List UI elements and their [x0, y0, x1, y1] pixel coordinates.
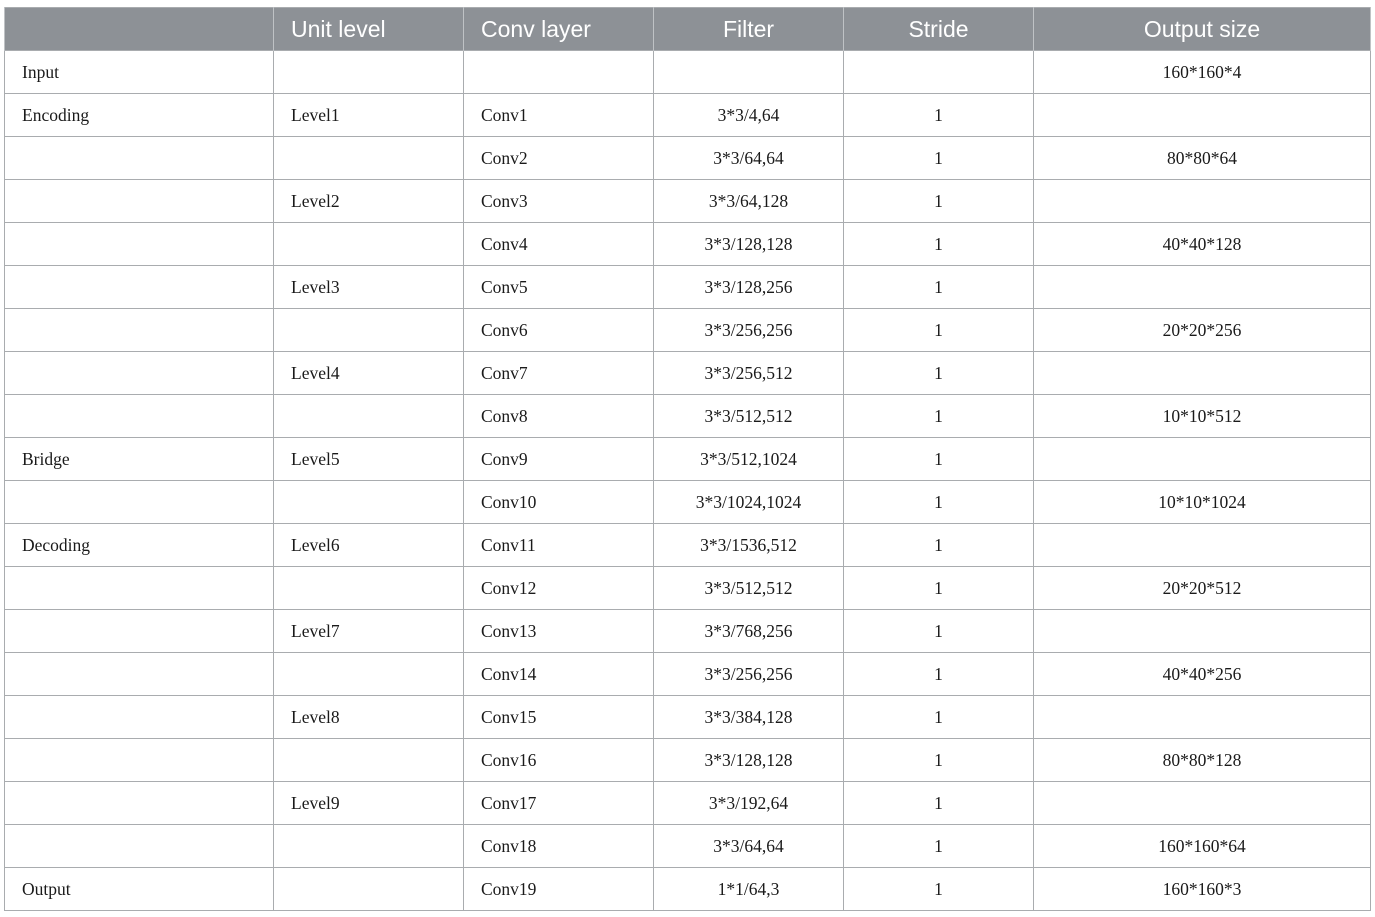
header-cell-stride: Stride [844, 8, 1034, 51]
cell-stage [5, 223, 274, 266]
table-row [5, 395, 1371, 438]
table-row [5, 653, 1371, 696]
cell-output-size: 20*20*512 [1034, 567, 1371, 610]
cell-stride: 1 [844, 653, 1034, 696]
cell-stage [5, 610, 274, 653]
table-row [5, 481, 1371, 524]
cell-filter: 3*3/64,128 [654, 180, 844, 223]
cell-output-size: 10*10*1024 [1034, 481, 1371, 524]
cell-unit-level: Level9 [274, 782, 464, 825]
cell-unit-level: Level6 [274, 524, 464, 567]
table-row [5, 352, 1371, 395]
cell-conv-layer: Conv6 [464, 309, 654, 352]
cell-stride: 1 [844, 438, 1034, 481]
cell-stride: 1 [844, 524, 1034, 567]
cell-filter [654, 51, 844, 94]
table-row [5, 696, 1371, 739]
cell-stride: 1 [844, 395, 1034, 438]
cell-output-size [1034, 524, 1371, 567]
cell-output-size: 20*20*256 [1034, 309, 1371, 352]
cell-stride: 1 [844, 868, 1034, 911]
cell-conv-layer: Conv2 [464, 137, 654, 180]
table-row [5, 438, 1371, 481]
cell-stage [5, 782, 274, 825]
cell-filter: 3*3/256,512 [654, 352, 844, 395]
cell-output-size: 80*80*128 [1034, 739, 1371, 782]
header-cell-stage [5, 8, 274, 51]
table-row [5, 309, 1371, 352]
cell-conv-layer: Conv13 [464, 610, 654, 653]
cell-output-size [1034, 610, 1371, 653]
cell-unit-level [274, 223, 464, 266]
cell-conv-layer: Conv1 [464, 94, 654, 137]
cell-filter: 3*3/256,256 [654, 653, 844, 696]
cell-stage [5, 309, 274, 352]
cell-stride: 1 [844, 739, 1034, 782]
cell-conv-layer: Conv8 [464, 395, 654, 438]
table-row [5, 524, 1371, 567]
cell-stage [5, 653, 274, 696]
cell-stage: Decoding [5, 524, 274, 567]
cell-stride: 1 [844, 180, 1034, 223]
cell-conv-layer: Conv7 [464, 352, 654, 395]
table-header [5, 8, 1371, 51]
table-row [5, 825, 1371, 868]
cell-conv-layer: Conv14 [464, 653, 654, 696]
table-row [5, 223, 1371, 266]
cell-conv-layer: Conv18 [464, 825, 654, 868]
cell-unit-level [274, 137, 464, 180]
cell-unit-level [274, 825, 464, 868]
cell-filter: 1*1/64,3 [654, 868, 844, 911]
header-cell-conv-layer: Conv layer [464, 8, 654, 51]
cell-filter: 3*3/128,256 [654, 266, 844, 309]
cell-stride: 1 [844, 567, 1034, 610]
cell-stride: 1 [844, 352, 1034, 395]
cell-stage [5, 825, 274, 868]
cell-conv-layer: Conv11 [464, 524, 654, 567]
cell-output-size: 40*40*256 [1034, 653, 1371, 696]
cell-output-size: 80*80*64 [1034, 137, 1371, 180]
cell-stride: 1 [844, 696, 1034, 739]
cell-filter: 3*3/512,512 [654, 567, 844, 610]
cell-output-size [1034, 352, 1371, 395]
header-cell-output-size: Output size [1034, 8, 1371, 51]
cell-output-size [1034, 782, 1371, 825]
cell-unit-level [274, 739, 464, 782]
header-row [5, 8, 1371, 51]
cell-stride: 1 [844, 309, 1034, 352]
cell-output-size [1034, 266, 1371, 309]
table-row [5, 782, 1371, 825]
cell-unit-level: Level1 [274, 94, 464, 137]
cell-output-size: 10*10*512 [1034, 395, 1371, 438]
header-cell-unit-level: Unit level [274, 8, 464, 51]
cell-stage [5, 567, 274, 610]
cell-output-size [1034, 438, 1371, 481]
cell-filter: 3*3/192,64 [654, 782, 844, 825]
cell-stride [844, 51, 1034, 94]
cell-unit-level [274, 309, 464, 352]
cell-stage [5, 739, 274, 782]
cell-unit-level [274, 567, 464, 610]
cell-stage [5, 481, 274, 524]
cell-conv-layer: Conv16 [464, 739, 654, 782]
cell-unit-level: Level4 [274, 352, 464, 395]
cell-conv-layer: Conv12 [464, 567, 654, 610]
cell-output-size: 160*160*3 [1034, 868, 1371, 911]
table-row [5, 868, 1371, 911]
cell-filter: 3*3/64,64 [654, 825, 844, 868]
cell-unit-level [274, 395, 464, 438]
cell-filter: 3*3/256,256 [654, 309, 844, 352]
cell-stride: 1 [844, 481, 1034, 524]
cell-conv-layer: Conv15 [464, 696, 654, 739]
cell-filter: 3*3/512,1024 [654, 438, 844, 481]
cell-filter: 3*3/384,128 [654, 696, 844, 739]
cell-stage [5, 352, 274, 395]
cell-conv-layer: Conv5 [464, 266, 654, 309]
table-body [5, 51, 1371, 911]
cell-output-size: 40*40*128 [1034, 223, 1371, 266]
table-row [5, 610, 1371, 653]
table-row [5, 567, 1371, 610]
cell-filter: 3*3/128,128 [654, 739, 844, 782]
table-row [5, 180, 1371, 223]
cell-unit-level [274, 51, 464, 94]
cell-stride: 1 [844, 94, 1034, 137]
cell-conv-layer: Conv4 [464, 223, 654, 266]
cell-unit-level: Level8 [274, 696, 464, 739]
cell-stride: 1 [844, 782, 1034, 825]
cell-stage [5, 696, 274, 739]
cell-conv-layer: Conv3 [464, 180, 654, 223]
cell-stride: 1 [844, 223, 1034, 266]
cell-filter: 3*3/1536,512 [654, 524, 844, 567]
cell-output-size [1034, 180, 1371, 223]
cell-stage: Output [5, 868, 274, 911]
table-row [5, 51, 1371, 94]
network-architecture-table-container [4, 7, 1370, 911]
cell-output-size: 160*160*64 [1034, 825, 1371, 868]
cell-stage [5, 395, 274, 438]
cell-stride: 1 [844, 137, 1034, 180]
cell-conv-layer: Conv9 [464, 438, 654, 481]
cell-filter: 3*3/4,64 [654, 94, 844, 137]
cell-filter: 3*3/512,512 [654, 395, 844, 438]
cell-stride: 1 [844, 825, 1034, 868]
cell-conv-layer: Conv19 [464, 868, 654, 911]
cell-stage [5, 137, 274, 180]
cell-unit-level [274, 653, 464, 696]
cell-stage [5, 180, 274, 223]
cell-unit-level: Level5 [274, 438, 464, 481]
cell-output-size: 160*160*4 [1034, 51, 1371, 94]
cell-output-size [1034, 94, 1371, 137]
cell-conv-layer [464, 51, 654, 94]
table-row [5, 94, 1371, 137]
cell-stage: Bridge [5, 438, 274, 481]
cell-conv-layer: Conv17 [464, 782, 654, 825]
cell-filter: 3*3/768,256 [654, 610, 844, 653]
table-row [5, 739, 1371, 782]
cell-unit-level [274, 481, 464, 524]
cell-conv-layer: Conv10 [464, 481, 654, 524]
cell-filter: 3*3/1024,1024 [654, 481, 844, 524]
cell-output-size [1034, 696, 1371, 739]
cell-stage: Encoding [5, 94, 274, 137]
table-row [5, 266, 1371, 309]
cell-filter: 3*3/128,128 [654, 223, 844, 266]
cell-unit-level [274, 868, 464, 911]
table-row [5, 137, 1371, 180]
network-architecture-table [4, 7, 1371, 911]
header-cell-filter: Filter [654, 8, 844, 51]
cell-unit-level: Level2 [274, 180, 464, 223]
cell-unit-level: Level7 [274, 610, 464, 653]
cell-filter: 3*3/64,64 [654, 137, 844, 180]
cell-stage: Input [5, 51, 274, 94]
cell-stage [5, 266, 274, 309]
cell-stride: 1 [844, 610, 1034, 653]
cell-stride: 1 [844, 266, 1034, 309]
cell-unit-level: Level3 [274, 266, 464, 309]
